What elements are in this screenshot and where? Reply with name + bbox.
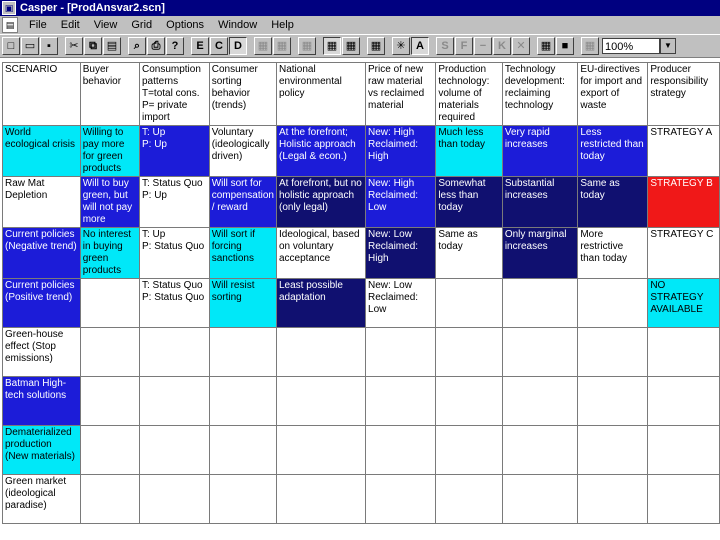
scenario-grid-area [0, 58, 720, 540]
grid-cell[interactable]: Will to buy green, but will not pay more [80, 177, 139, 228]
table-icon[interactable]: ▦ [537, 37, 555, 55]
grid-cell[interactable] [502, 426, 578, 475]
grid-cell[interactable] [80, 377, 139, 426]
column-header[interactable]: Consumption patterns T=total cons. P= private import [139, 63, 209, 126]
scenario-cell[interactable]: Raw Mat Depletion [3, 177, 81, 228]
grid-cell[interactable]: Willing to pay more for green products [80, 126, 139, 177]
k-button[interactable]: K [493, 37, 511, 55]
grid-layout-icon-2[interactable]: ▦ [273, 37, 291, 55]
grid-cell[interactable] [209, 328, 276, 377]
grid-cell[interactable] [502, 377, 578, 426]
grid-cell[interactable] [502, 475, 578, 524]
grid-cell[interactable]: Will resist sorting [209, 279, 276, 328]
grid-cell[interactable]: STRATEGY C [648, 228, 720, 279]
grid-cell[interactable] [276, 328, 365, 377]
grid-cell[interactable] [436, 328, 503, 377]
grid-cell[interactable]: New: Low Reclaimed: Low [366, 279, 436, 328]
column-header[interactable]: EU-directives for import and export of waste [578, 63, 648, 126]
grid-cell[interactable] [139, 426, 209, 475]
menu-view[interactable]: View [93, 19, 118, 31]
help-pointer-icon[interactable]: ? [166, 37, 184, 55]
grid-cell[interactable] [502, 279, 578, 328]
column-header[interactable]: Buyer behavior [80, 63, 139, 126]
grid-cell[interactable] [80, 426, 139, 475]
star-button[interactable]: ✳ [392, 37, 410, 55]
grid-cell[interactable]: T: Up P: Up [139, 126, 209, 177]
grid-cell[interactable] [578, 377, 648, 426]
menu-file[interactable]: File [29, 19, 47, 31]
grid-layout-icon-3[interactable]: ▦ [298, 37, 316, 55]
grid-cell[interactable] [436, 377, 503, 426]
scenario-cell[interactable]: Green-house effect (Stop emissions) [3, 328, 81, 377]
grid-cell[interactable] [209, 426, 276, 475]
grid-cell[interactable]: NO STRATEGY AVAILABLE [648, 279, 720, 328]
app-icon: ▣ [2, 1, 16, 15]
grid-cell[interactable] [276, 377, 365, 426]
header-row [3, 63, 720, 126]
print-icon[interactable]: ⎙ [147, 37, 165, 55]
grid-cell[interactable] [209, 377, 276, 426]
grid-cell[interactable]: Less restricted than today [578, 126, 648, 177]
scenario-cell[interactable]: World ecological crisis [3, 126, 81, 177]
grid-cell[interactable] [209, 475, 276, 524]
scenario-cell[interactable]: Current policies (Negative trend) [3, 228, 81, 279]
grid-cell[interactable]: No interest in buying green products [80, 228, 139, 279]
scenario-cell[interactable]: Green market (ideological paradise) [3, 475, 81, 524]
grid-cell[interactable]: New: Low Reclaimed: High [366, 228, 436, 279]
f-button[interactable]: F [455, 37, 473, 55]
grid-cell[interactable] [80, 279, 139, 328]
d-button[interactable]: D [229, 37, 247, 55]
grid-cell[interactable] [578, 328, 648, 377]
grid-cell[interactable]: Same as today [436, 228, 503, 279]
column-header[interactable]: Technology development: reclaiming technology [502, 63, 578, 126]
grid-cell[interactable]: Ideological, based on voluntary acceptance [276, 228, 365, 279]
menu-window[interactable]: Window [218, 19, 258, 31]
zoom-select[interactable]: 100% [602, 38, 660, 54]
grid-cell[interactable] [139, 475, 209, 524]
column-header[interactable]: Producer responsibility strategy [648, 63, 720, 126]
column-header[interactable]: Consumer sorting behavior (trends) [209, 63, 276, 126]
grid-cell[interactable] [366, 475, 436, 524]
minus-button[interactable]: − [474, 37, 492, 55]
window-title: Casper - [ProdAnsvar2.scn] [20, 2, 165, 14]
grid-cell[interactable]: STRATEGY A [648, 126, 720, 177]
grid-cell[interactable] [139, 328, 209, 377]
grid-cell[interactable] [648, 475, 720, 524]
grid-cell[interactable] [436, 426, 503, 475]
grid-cell[interactable]: T: Status Quo P: Up [139, 177, 209, 228]
column-header[interactable]: Price of new raw material vs reclaimed material [366, 63, 436, 126]
table-row [3, 475, 720, 524]
scenario-cell[interactable]: Dematerialized production (New materials) [3, 426, 81, 475]
table-row [3, 426, 720, 475]
grid-cell[interactable]: Only marginal increases [502, 228, 578, 279]
x-button[interactable]: ✕ [512, 37, 530, 55]
print-preview-icon[interactable]: ⌕ [128, 37, 146, 55]
grid-cell[interactable] [648, 377, 720, 426]
fill-icon[interactable]: ■ [556, 37, 574, 55]
menu-help[interactable]: Help [271, 19, 294, 31]
grid-cell[interactable] [578, 426, 648, 475]
cut-icon[interactable]: ✂ [65, 37, 83, 55]
grid-layout-icon-1[interactable]: ▦ [254, 37, 272, 55]
grid-cell[interactable] [366, 377, 436, 426]
menu-edit[interactable]: Edit [60, 19, 80, 31]
table-row [3, 126, 720, 177]
grid-cell[interactable]: Substantial increases [502, 177, 578, 228]
paste-icon[interactable]: ▤ [103, 37, 121, 55]
grid-cell[interactable] [578, 475, 648, 524]
grid-cell[interactable] [436, 279, 503, 328]
grid-cell[interactable]: Will sort if forcing sanctions [209, 228, 276, 279]
grid-cell[interactable] [276, 426, 365, 475]
grid-cell[interactable] [80, 328, 139, 377]
grid-cell[interactable]: Much less than today [436, 126, 503, 177]
grid-cell[interactable] [366, 328, 436, 377]
scenario-cell[interactable]: Current policies (Positive trend) [3, 279, 81, 328]
save-icon[interactable]: ▪ [40, 37, 58, 55]
table-row [3, 228, 720, 279]
title-bar [0, 0, 720, 16]
scenario-grid [2, 62, 720, 524]
grid-layout-icon-7[interactable]: ▦ [581, 37, 599, 55]
grid-layout-icon-4[interactable]: ▦ [323, 37, 341, 55]
table-row [3, 328, 720, 377]
grid-cell[interactable]: Will sort for compensation / reward [209, 177, 276, 228]
grid-cell[interactable]: Least possible adaptation [276, 279, 365, 328]
grid-layout-icon-5[interactable]: ▦ [342, 37, 360, 55]
column-header[interactable]: National environmental policy [276, 63, 365, 126]
s-button[interactable]: S [436, 37, 454, 55]
grid-cell[interactable]: At forefront, but no holistic approach (only legal) [276, 177, 365, 228]
copy-icon[interactable]: ⧉ [84, 37, 102, 55]
e-button[interactable]: E [191, 37, 209, 55]
menu-options[interactable]: Options [166, 19, 205, 31]
grid-cell[interactable] [366, 426, 436, 475]
grid-cell[interactable]: T: Status Quo P: Status Quo [139, 279, 209, 328]
column-header[interactable]: Production technology: volume of materials required [436, 63, 503, 126]
grid-cell[interactable] [436, 475, 503, 524]
toolbar [0, 34, 720, 58]
grid-cell[interactable]: New: High Reclaimed: High [366, 126, 436, 177]
document-icon[interactable]: ▤ [2, 17, 18, 33]
grid-cell[interactable]: Same as today [578, 177, 648, 228]
menu-grid[interactable]: Grid [131, 19, 153, 31]
c-button[interactable]: C [210, 37, 228, 55]
chevron-down-icon[interactable]: ▼ [660, 38, 676, 54]
grid-cell[interactable] [276, 475, 365, 524]
grid-cell[interactable] [80, 475, 139, 524]
grid-cell[interactable]: Somewhat less than today [436, 177, 503, 228]
scenario-cell[interactable]: Batman High-tech solutions [3, 377, 81, 426]
grid-cell[interactable]: T: Up P: Status Quo [139, 228, 209, 279]
grid-cell[interactable]: More restrictive than today [578, 228, 648, 279]
column-header[interactable]: SCENARIO [3, 63, 81, 126]
grid-cell[interactable] [648, 328, 720, 377]
a-button[interactable]: A [411, 37, 429, 55]
table-row [3, 377, 720, 426]
grid-cell[interactable]: STRATEGY B [648, 177, 720, 228]
grid-cell[interactable] [139, 377, 209, 426]
open-folder-icon[interactable]: ▭ [21, 37, 39, 55]
table-row [3, 279, 720, 328]
grid-layout-icon-6[interactable]: ▦ [367, 37, 385, 55]
new-file-icon[interactable]: □ [2, 37, 20, 55]
grid-cell[interactable] [502, 328, 578, 377]
grid-cell[interactable]: At the forefront; Holistic approach (Legal & econ.) [276, 126, 365, 177]
grid-cell[interactable] [578, 279, 648, 328]
grid-cell[interactable]: New: High Reclaimed: Low [366, 177, 436, 228]
grid-cell[interactable] [648, 426, 720, 475]
menu-bar [0, 16, 720, 34]
table-row [3, 177, 720, 228]
grid-cell[interactable]: Very rapid increases [502, 126, 578, 177]
grid-cell[interactable]: Voluntary (ideologically driven) [209, 126, 276, 177]
